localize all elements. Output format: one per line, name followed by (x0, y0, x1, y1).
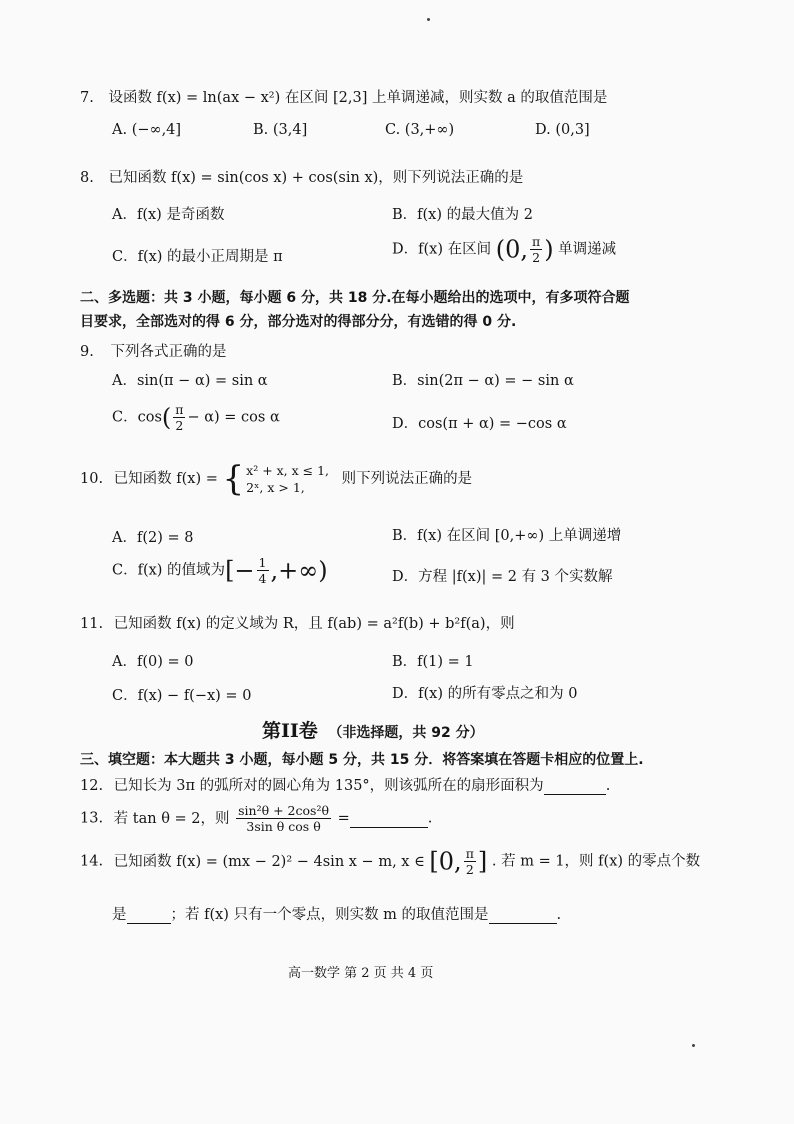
part-subtitle: （非选择题，共 92 分） (328, 725, 484, 741)
q10-option-c: C．f(x) 的值域为[− $\frac{1}{4}$ ,+∞) (112, 555, 328, 586)
fraction: $\frac{\text{sin²θ + 2cos²θ}}{\text{3sin θ cos θ}}$ (238, 803, 329, 834)
question-14-line2: 是 ；若 f(x) 只有一个零点，则实数 m 的取值范围是 . (112, 907, 562, 923)
q9-option-c: C．cos( $\frac{\pi}{2}$ − α) = cos α (112, 402, 280, 433)
question-stem: 已知长为 3π 的弧所对的圆心角为 135°，则该弧所在的扇形面积为 (113, 778, 544, 794)
q8-option-a: A．f(x) 是奇函数 (112, 207, 225, 223)
question-stem: 已知函数 f(x) 的定义域为 R，且 f(ab) = a²f(b) + b²f(a)，则 (113, 616, 515, 632)
question-12: 12. 已知长为 3π 的弧所对的圆心角为 135°，则该弧所在的扇形面积为 . (80, 778, 611, 794)
q7-option-a: A. (−∞,4] (112, 122, 182, 138)
answer-blank[interactable] (350, 811, 428, 828)
q11-option-d: D．f(x) 的所有零点之和为 0 (392, 686, 578, 702)
answer-blank[interactable] (127, 907, 171, 924)
question-stem: 已知函数 f(x) = sin(cos x) + cos(sin x)，则下列说法正确的是 (108, 170, 524, 186)
question-stem: 设函数 f(x) = ln(ax − x²) 在区间 [2,3] 上单调递减，则实数 a 的取值范围是 (108, 90, 608, 106)
fraction: $\frac{1}{4}$ (258, 555, 267, 586)
piecewise-cases: x² + x, x ≤ 1, 2ˣ, x > 1, (246, 463, 330, 495)
question-10: 10. 已知函数 f(x) = { x² + x, x ≤ 1, 2ˣ, x > 1, 则下列说法正确的是 (80, 459, 473, 499)
q7-option-d: D. (0,3] (535, 122, 590, 138)
page-footer: 高一数学 第 2 页 共 4 页 (288, 966, 434, 981)
answer-blank[interactable] (489, 907, 557, 924)
answer-blank[interactable] (544, 778, 606, 795)
q7-option-c: C. (3,+∞) (385, 122, 455, 138)
question-number: 10. (80, 471, 104, 487)
q10-option-d: D．方程 |f(x)| = 2 有 3 个实数解 (392, 569, 613, 585)
piecewise-brace: { (222, 459, 245, 499)
q9-option-b: B．sin(2π − α) = − sin α (392, 373, 574, 389)
question-14: 14. 已知函数 f(x) = (mx − 2)² − 4sin x − m, x ∈ [0, $\frac{\pi}{2}$ ] . 若 m = 1，则 f(x) 的零点个数 (80, 846, 701, 877)
question-number: 9. (80, 344, 94, 360)
q7-option-b: B. (3,4] (253, 122, 308, 138)
section-3-heading: 三、填空题：本大题共 3 小题，每小题 5 分，共 15 分．将答案填在答题卡相应的位置上. (80, 752, 644, 768)
question-13: 13. 若 tan θ = 2，则 $\frac{\text{sin²θ + 2cos²θ}}{\text{3sin θ cos θ}}$ = . (80, 803, 433, 834)
scan-speck (692, 1044, 695, 1047)
q10-option-a: A．f(2) = 8 (112, 530, 194, 546)
fraction: $\frac{\pi}{2}$ (175, 402, 184, 433)
q11-option-c: C．f(x) − f(−x) = 0 (112, 688, 252, 704)
q8-option-d: D．f(x) 在区间 (0, $\frac{\pi}{2}$ ) 单调递减 (392, 234, 617, 265)
q9-option-d: D．cos(π + α) = −cos α (392, 416, 567, 432)
question-9 (80, 340, 226, 361)
question-number: 8. (80, 170, 94, 186)
q11-option-a: A．f(0) = 0 (112, 654, 194, 670)
question-stem: 下列各式正确的是 (110, 344, 227, 360)
question-number: 13. (80, 810, 104, 827)
q8-option-b: B．f(x) 的最大值为 2 (392, 207, 533, 223)
section-2-heading-line2: 目要求，全部选对的得 6 分，部分选对的得部分分，有选错的得 0 分. (80, 314, 517, 330)
q9-option-a: A．sin(π − α) = sin α (112, 373, 268, 389)
fraction: $\frac{\pi}{2}$ (465, 846, 474, 877)
scan-speck (427, 18, 430, 21)
question-number: 11. (80, 616, 104, 632)
question-number: 7. (80, 90, 94, 106)
q10-option-b: B．f(x) 在区间 [0,+∞) 上单调递增 (392, 528, 622, 544)
part-2-heading (262, 716, 484, 743)
question-11 (80, 612, 515, 633)
question-number: 12. (80, 778, 104, 794)
q8-option-c: C．f(x) 的最小正周期是 π (112, 249, 283, 265)
fraction: $\frac{\pi}{2}$ (531, 234, 541, 265)
question-7 (80, 86, 607, 107)
question-number: 14. (80, 853, 104, 870)
section-2-heading-line1: 二、多选题：共 3 小题，每小题 6 分，共 18 分.在每小题给出的选项中，有多项符合题 (80, 290, 630, 306)
q11-option-b: B．f(1) = 1 (392, 654, 474, 670)
part-title: 第II卷 (262, 720, 318, 742)
question-8 (80, 166, 523, 187)
